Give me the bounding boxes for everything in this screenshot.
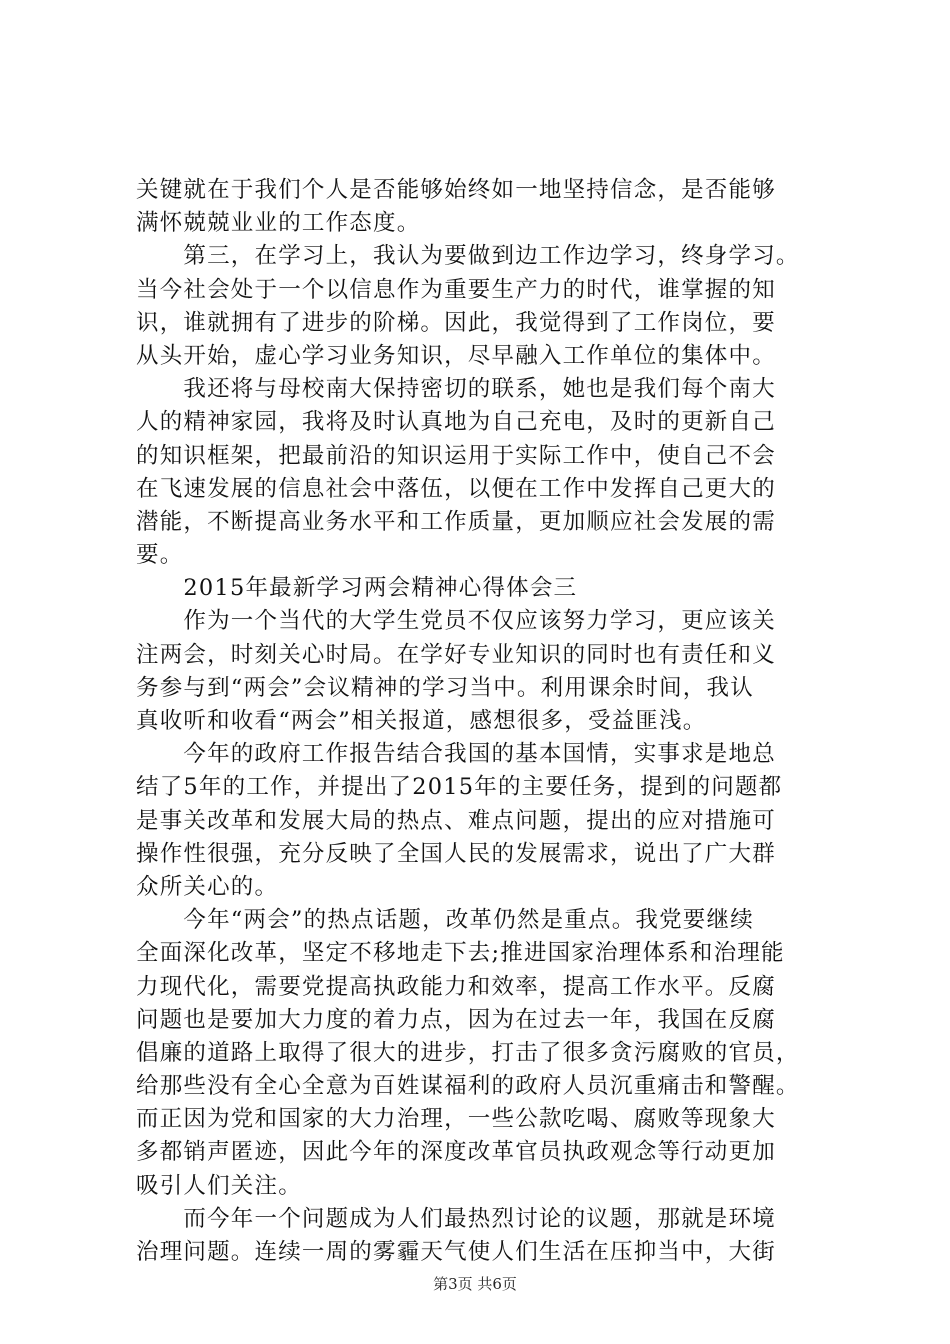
text-line: 倡廉的道路上取得了很大的进步，打击了很多贪污腐败的官员，: [136, 1039, 800, 1066]
text-line: 操作性很强，充分反映了全国人民的发展需求，说出了广大群: [136, 840, 776, 867]
text-line: 力现代化，需要党提高执政能力和效率，提高工作水平。反腐: [136, 973, 776, 1000]
text-line: 而正因为党和国家的大力治理，一些公款吃喝、腐败等现象大: [136, 1106, 776, 1133]
text-line: 问题也是要加大力度的着力点，因为在过去一年，我国在反腐: [136, 1006, 776, 1033]
text-line: 第三，在学习上，我认为要做到边工作边学习，终身学习。: [136, 243, 800, 270]
text-line: 治理问题。连续一周的雾霾天气使人们生活在压抑当中，大街: [136, 1239, 776, 1265]
page-number-footer: 第3页 共6页: [433, 1275, 517, 1293]
text-line: 要。: [136, 542, 184, 569]
text-line: 多都销声匿迹，因此今年的深度改革官员执政观念等行动更加: [136, 1139, 776, 1166]
text-line: 满怀兢兢业业的工作态度。: [136, 210, 421, 237]
text-line: 当今社会处于一个以信息作为重要生产力的时代，谁掌握的知: [136, 276, 776, 303]
text-line: 从头开始，虚心学习业务知识，尽早融入工作单位的集体中。: [136, 342, 776, 369]
text-line: 而今年一个问题成为人们最热烈讨论的议题，那就是环境: [136, 1205, 776, 1232]
text-line: 务参与到“两会”会议精神的学习当中。利用课余时间，我认: [136, 674, 754, 701]
text-line: 今年“两会”的热点话题，改革仍然是重点。我党要继续: [136, 907, 754, 934]
text-line: 我还将与母校南大保持密切的联系，她也是我们每个南大: [136, 376, 776, 403]
text-line: 全面深化改革，坚定不移地走下去;推进国家治理体系和治理能: [136, 940, 785, 967]
text-line: 人的精神家园，我将及时认真地为自己充电，及时的更新自己: [136, 409, 776, 436]
text-line: 作为一个当代的大学生党员不仅应该努力学习，更应该关: [136, 608, 776, 635]
text-line: 关键就在于我们个人是否能够始终如一地坚持信念，是否能够: [136, 177, 776, 203]
section-heading: 2015年最新学习两会精神心得体会三: [136, 575, 578, 602]
text-line: 在飞速发展的信息社会中落伍，以便在工作中发挥自己更大的: [136, 475, 776, 502]
text-line: 注两会，时刻关心时局。在学好专业知识的同时也有责任和义: [136, 641, 776, 668]
text-line: 吸引人们关注。: [136, 1172, 302, 1199]
text-line: 今年的政府工作报告结合我国的基本国情，实事求是地总: [136, 741, 776, 768]
text-line: 潜能，不断提高业务水平和工作质量，更加顺应社会发展的需: [136, 508, 776, 535]
text-line: 识，谁就拥有了进步的阶梯。因此，我觉得到了工作岗位，要: [136, 309, 776, 336]
text-line: 真收听和收看“两会”相关报道，感想很多，受益匪浅。: [136, 708, 707, 734]
text-line: 结了5年的工作，并提出了2015年的主要任务，提到的问题都: [136, 774, 783, 801]
text-line: 给那些没有全心全意为百姓谋福利的政府人员沉重痛击和警醒。: [136, 1073, 800, 1100]
text-line: 是事关改革和发展大局的热点、难点问题，提出的应对措施可: [136, 807, 776, 834]
document-body: [136, 174, 826, 1269]
text-line: 众所关心的。: [136, 873, 279, 900]
text-line: 的知识框架，把最前沿的知识运用于实际工作中，使自己不会: [136, 442, 776, 469]
